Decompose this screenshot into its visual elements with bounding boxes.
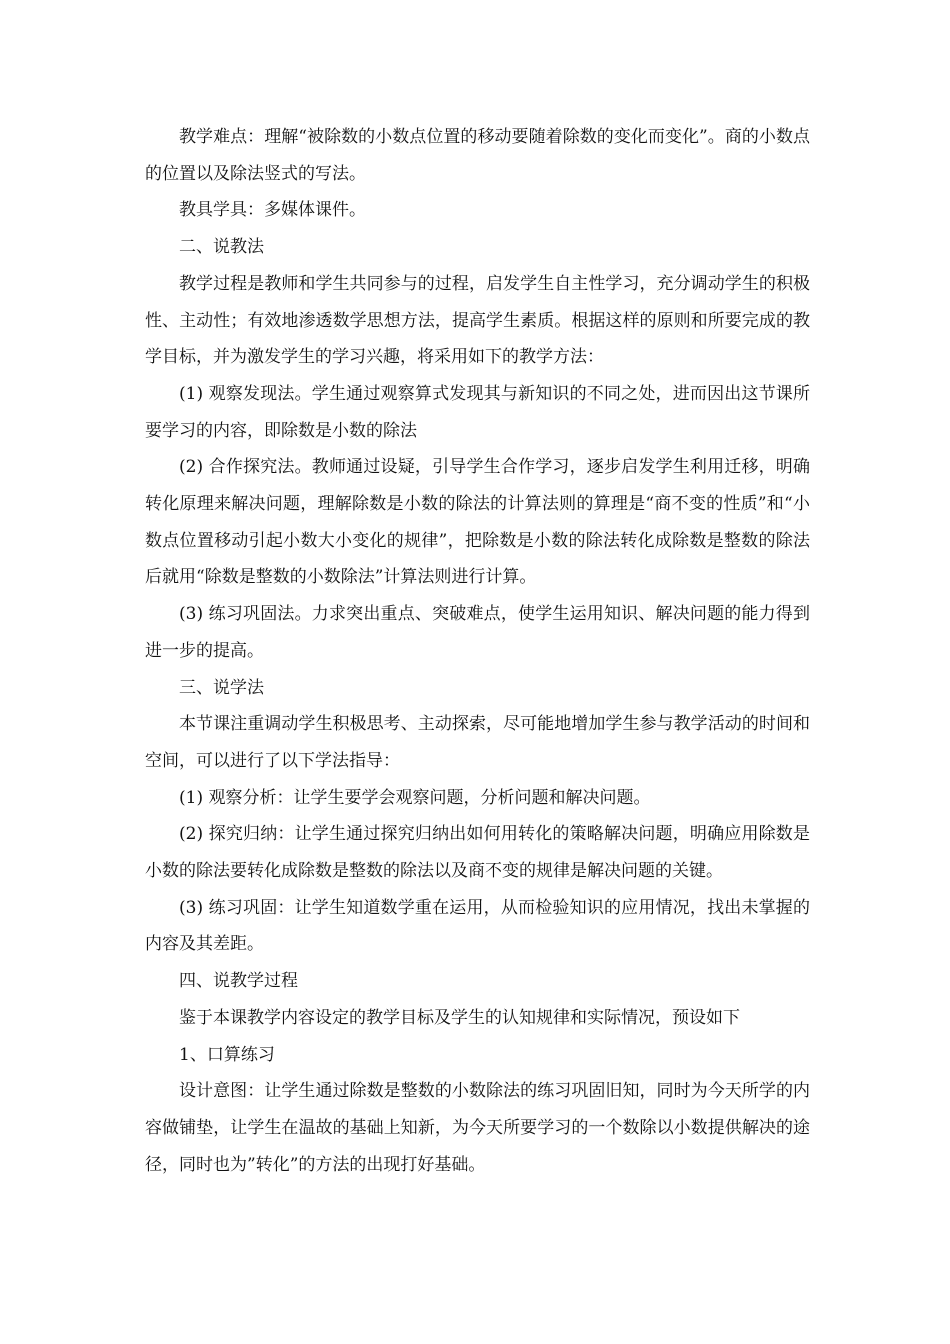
heading-learning-method: 三、说学法	[179, 677, 264, 698]
paragraph-learning-method-intro: 本节课注重调动学生积极思考、主动探索，尽可能地增加学生参与教学活动的时间和空间，可以进行了以下学法指导：	[145, 714, 810, 771]
heading-teaching-process: 四、说教学过程	[179, 971, 298, 992]
paragraph-teaching-difficulty: 教学难点：理解“被除数的小数点位置的移动要随着除数的变化而变化”。商的小数点的位置以及除法竖式的写法。	[145, 127, 810, 184]
paragraph-method-practice: (3) 练习巩固法。力求突出重点、突破难点，使学生运用知识、解决问题的能力得到进一步的提高。	[145, 604, 810, 661]
paragraph-method-cooperate: (2) 合作探究法。教师通过设疑，引导学生合作学习，逐步启发学生利用迁移，明确转化原理来解决问题，理解除数是小数的除法的计算法则的算理是“商不变的性质”和“小数点位置移动引起小数大小变化的规律”，把除数是小数的除法转化成除数是整数的除法后就用“除数是整数的小数除法”计算法则进行计算。	[145, 457, 810, 588]
paragraph-learning-explore: (2) 探究归纳：让学生通过探究归纳出如何用转化的策略解决问题，明确应用除数是小数的除法要转化成除数是整数的除法以及商不变的规律是解决问题的关键。	[145, 824, 810, 882]
paragraph-design-intent: 设计意图：让学生通过除数是整数的小数除法的练习巩固旧知，同时为今天所学的内容做铺垫，让学生在温故的基础上知新，为今天所要学习的一个数除以小数提供解决的途径，同时也为”转化”的方法的出现打好基础。	[145, 1081, 810, 1175]
heading-oral-practice: 1、口算练习	[179, 1044, 275, 1065]
paragraph-teaching-process-intro: 鉴于本课教学内容设定的教学目标及学生的认知规律和实际情况，预设如下	[179, 1007, 740, 1028]
paragraph-learning-observe: (1) 观察分析：让学生要学会观察问题，分析问题和解决问题。	[179, 787, 651, 808]
paragraph-teaching-method-intro: 教学过程是教师和学生共同参与的过程，启发学生自主性学习，充分调动学生的积极性、主动性；有效地渗透数学思想方法，提高学生素质。根据这样的原则和所要完成的教学目标，并为激发学生的学习兴趣，将采用如下的教学方法：	[145, 273, 810, 368]
heading-teaching-method: 二、说教法	[179, 237, 264, 258]
document-body	[145, 119, 810, 1183]
paragraph-teaching-aids: 教具学具：多媒体课件。	[179, 200, 366, 221]
paragraph-method-observe: (1) 观察发现法。学生通过观察算式发现其与新知识的不同之处，进而因出这节课所要学习的内容，即除数是小数的除法	[145, 383, 810, 441]
paragraph-learning-practice: (3) 练习巩固：让学生知道数学重在运用，从而检验知识的应用情况，找出未掌握的内容及其差距。	[145, 897, 810, 955]
